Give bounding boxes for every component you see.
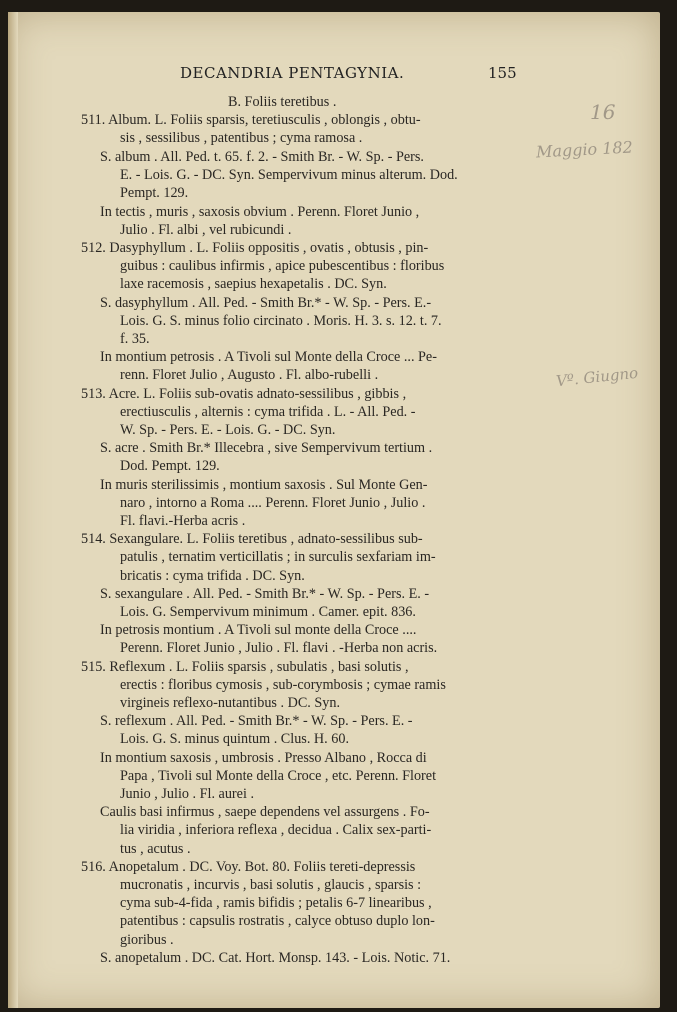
text-line: Julio . Fl. albi , vel rubicundi .	[120, 222, 292, 238]
text-line: lia viridia , inferiora reflexa , decidua . Calix sex-parti-	[120, 822, 432, 838]
text-line: Papa , Tivoli sul Monte della Croce , etc. Perenn. Floret	[120, 768, 437, 784]
text-line: Caulis basi infirmus , saepe dependens vel assurgens . Fo-	[100, 804, 430, 820]
text-line: S. reflexum . All. Ped. - Smith Br.* - W. Sp. - Pers. E. -	[100, 713, 413, 729]
page-gutter-shadow	[8, 12, 18, 1008]
text-line: W. Sp. - Pers. E. - Lois. G. - DC. Syn.	[120, 422, 336, 438]
handwritten-note: Maggio 182	[535, 137, 634, 162]
text-line: 514. Sexangulare. L. Foliis teretibus , adnato-sessilibus sub-	[81, 531, 423, 547]
page-number: 155	[488, 64, 517, 82]
text-line: In montium petrosis . A Tivoli sul Monte della Croce ... Pe-	[100, 349, 437, 365]
text-line: Dod. Pempt. 129.	[120, 458, 220, 474]
text-line: S. dasyphyllum . All. Ped. - Smith Br.* - W. Sp. - Pers. E.-	[100, 295, 432, 311]
text-line: Junio , Julio . Fl. aurei .	[120, 786, 254, 802]
text-line: sis , sessilibus , patentibus ; cyma ramosa .	[120, 130, 363, 146]
text-line: f. 35.	[120, 331, 150, 347]
text-line: patulis , ternatim verticillatis ; in surculis sexfariam im-	[120, 549, 436, 565]
text-line: In petrosis montium . A Tivoli sul monte della Croce ....	[100, 622, 417, 638]
text-line: patentibus : capsulis rostratis , calyce obtuso duplo lon-	[120, 913, 435, 929]
text-line: S. album . All. Ped. t. 65. f. 2. - Smith Br. - W. Sp. - Pers.	[100, 149, 424, 165]
text-line: S. anopetalum . DC. Cat. Hort. Monsp. 143. - Lois. Notic. 71.	[100, 950, 451, 966]
text-line: guibus : caulibus infirmis , apice pubescentibus : floribus	[120, 258, 445, 274]
text-line: 516. Anopetalum . DC. Voy. Bot. 80. Foliis tereti-depressis	[81, 859, 416, 875]
text-line: Lois. G. S. minus folio circinato . Moris. H. 3. s. 12. t. 7.	[120, 313, 442, 329]
text-line: laxe racemosis , saepius hexapetalis . DC. Syn.	[120, 276, 387, 292]
text-line: mucronatis , incurvis , basi solutis , glaucis , sparsis :	[120, 877, 422, 893]
text-line: erectis : floribus cymosis , sub-corymbosis ; cymae ramis	[120, 677, 446, 693]
text-line: In montium saxosis , umbrosis . Presso Albano , Rocca di	[100, 750, 427, 766]
text-line: bricatis : cyma trifida . DC. Syn.	[120, 568, 305, 584]
text-line: gioribus .	[120, 932, 174, 948]
text-line: 513. Acre. L. Foliis sub-ovatis adnato-sessilibus , gibbis ,	[81, 386, 407, 402]
text-line: S. sexangulare . All. Ped. - Smith Br.* - W. Sp. - Pers. E. -	[100, 586, 430, 602]
text-line: B. Foliis teretibus .	[228, 94, 337, 110]
text-line: naro , intorno a Roma .... Perenn. Floret Junio , Julio .	[120, 495, 426, 511]
text-line: tus , acutus .	[120, 841, 191, 857]
text-line: 512. Dasyphyllum . L. Foliis oppositis , ovatis , obtusis , pin-	[81, 240, 429, 256]
text-line: Lois. G. Sempervivum minimum . Camer. epit. 836.	[120, 604, 416, 620]
text-line: 511. Album. L. Foliis sparsis, teretiusculis , oblongis , obtu-	[81, 112, 421, 128]
book-page	[8, 12, 660, 1008]
text-line: S. acre . Smith Br.* Illecebra , sive Sempervivum tertium .	[100, 440, 433, 456]
text-line: Fl. flavi.-Herba acris .	[120, 513, 246, 529]
text-line: Pempt. 129.	[120, 185, 189, 201]
text-line: In tectis , muris , saxosis obvium . Perenn. Floret Junio ,	[100, 204, 420, 220]
text-line: erectiusculis , alternis : cyma trifida . L. - All. Ped. -	[120, 404, 416, 420]
text-line: 515. Reflexum . L. Foliis sparsis , subulatis , basi solutis ,	[81, 659, 409, 675]
handwritten-note: Vº. Giugno	[555, 363, 639, 391]
header-title: DECANDRIA PENTAGYNIA.	[180, 64, 405, 82]
text-line: virgineis reflexo-nutantibus . DC. Syn.	[120, 695, 341, 711]
text-line: cyma sub-4-fida , ramis bifidis ; petalis 6-7 linearibus ,	[120, 895, 432, 911]
text-line: renn. Floret Julio , Augusto . Fl. albo-rubelli .	[120, 367, 379, 383]
handwritten-note: 16	[590, 100, 616, 124]
text-line: In muris sterilissimis , montium saxosis . Sul Monte Gen-	[100, 477, 428, 493]
text-line: Lois. G. S. minus quintum . Clus. H. 60.	[120, 731, 349, 747]
text-line: E. - Lois. G. - DC. Syn. Sempervivum minus alterum. Dod.	[120, 167, 458, 183]
text-line: Perenn. Floret Junio , Julio . Fl. flavi . -Herba non acris.	[120, 640, 438, 656]
